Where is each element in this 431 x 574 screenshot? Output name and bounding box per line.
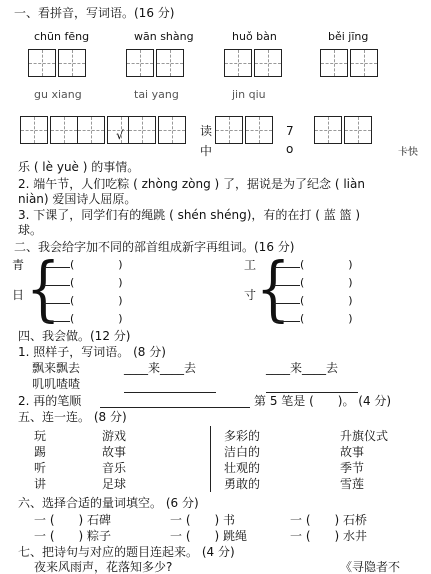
char-gong: 工: [244, 258, 257, 272]
write-box-2[interactable]: [126, 49, 184, 77]
liang-6[interactable]: 一 ( ) 水井: [290, 529, 367, 543]
pinyin-1: chūn fēng: [34, 30, 90, 43]
section-7-title: 七、把诗句与对应的题目连起来。 (4 分): [18, 545, 235, 559]
pinyin-5: gu xiang: [34, 88, 82, 101]
section-2-title: 二、我会给字加不同的部首组成新字再组词。(16 分): [14, 240, 295, 254]
pinyin-6: tai yang: [134, 88, 179, 101]
lian-col-1: 玩 踢 听 讲: [34, 429, 47, 491]
q3-line2: 球。: [18, 223, 43, 237]
mark-o: o: [286, 142, 294, 156]
q2-line1: 2. 端午节，人们吃粽 ( zhòng zòng ) 了，据说是为了纪念 ( liàn: [18, 177, 365, 191]
q2-line2: niàn) 爱国诗人屈原。: [18, 192, 137, 206]
stroke-order-line[interactable]: [100, 407, 250, 408]
section-1-title: 一、看拼音，写词语。(16 分): [14, 6, 175, 20]
write-box-1[interactable]: [28, 49, 86, 77]
write-box-6[interactable]: [77, 116, 135, 144]
mark-seven: 7: [286, 124, 294, 138]
liang-5[interactable]: 一 ( ) 跳绳: [170, 529, 247, 543]
mark-zhong: 中: [200, 144, 213, 158]
section-4-title: 四、我会做。(12 分): [18, 329, 131, 343]
blank-right-4[interactable]: ( ): [274, 312, 353, 325]
blank-left-1[interactable]: ( ): [44, 258, 123, 271]
mark-du: 读: [200, 124, 213, 138]
liang-2[interactable]: 一 ( ) 书: [170, 513, 235, 527]
blank-lai-qu-1[interactable]: ____来____去: [124, 361, 197, 375]
blank-right-3[interactable]: ( ): [274, 294, 353, 307]
liang-1[interactable]: 一 ( ) 石碑: [34, 513, 111, 527]
section-6-title: 六、选择合适的量词填空。 (6 分): [18, 496, 199, 510]
pinyin-3: huǒ bàn: [232, 30, 277, 43]
blank-lai-qu-2[interactable]: ____来____去: [266, 361, 339, 375]
brace-right: {: [256, 247, 291, 330]
char-cun: 寸: [244, 288, 257, 302]
sec4-q1: 1. 照样子，写词语。 (8 分): [18, 345, 166, 359]
blank-line-1[interactable]: [124, 392, 216, 393]
q3-line1: 3. 下课了，同学们有的绳跳 ( shén shéng)，有的在打 ( 蓝 篮 ): [18, 208, 361, 222]
pinyin-2: wān shàng: [134, 30, 194, 43]
sec4-q2b: 第 5 笔是 ( )。 (4 分): [254, 394, 392, 408]
lian-col-2: 游戏 故事 音乐 足球: [102, 429, 127, 491]
blank-right-2[interactable]: ( ): [274, 276, 353, 289]
write-box-4[interactable]: [320, 49, 378, 77]
lian-col-3: 多彩的 洁白的 壮观的 勇敢的: [224, 429, 261, 491]
brace-left: {: [26, 247, 61, 330]
blank-line-2[interactable]: [266, 392, 358, 393]
divider: [210, 426, 211, 492]
write-box-8[interactable]: [215, 116, 273, 144]
blank-left-4[interactable]: ( ): [44, 312, 123, 325]
poem-title: 《寻隐者不: [340, 560, 401, 574]
write-box-9[interactable]: [314, 116, 372, 144]
lian-col-4: 升旗仪式 故事 季节 雪莲: [340, 429, 389, 491]
write-box-7[interactable]: [128, 116, 186, 144]
liang-4[interactable]: 一 ( ) 粽子: [34, 529, 111, 543]
pinyin-4: běi jīng: [328, 30, 369, 43]
pinyin-7: jin qiu: [232, 88, 266, 101]
write-box-3[interactable]: [224, 49, 282, 77]
blank-right-1[interactable]: ( ): [274, 258, 353, 271]
write-box-5[interactable]: [20, 116, 78, 144]
mark-kuai: 卡快: [398, 147, 418, 158]
example-2: 叽叽喳喳: [32, 377, 81, 391]
example-1: 飘来飘去: [32, 361, 81, 375]
char-qing: 青: [12, 258, 25, 272]
blank-left-2[interactable]: ( ): [44, 276, 123, 289]
blank-left-3[interactable]: ( ): [44, 294, 123, 307]
section-5-title: 五、连一连。 (8 分): [18, 410, 127, 424]
sec4-q2: 2. 再的笔顺: [18, 394, 82, 408]
q1-tail: 乐 ( lè yuè ) 的事情。: [18, 160, 140, 174]
char-ri: 日: [12, 288, 25, 302]
poem-line: 夜来风雨声，花落知多少?: [34, 560, 173, 574]
check-mark: √: [116, 128, 124, 142]
liang-3[interactable]: 一 ( ) 石桥: [290, 513, 367, 527]
